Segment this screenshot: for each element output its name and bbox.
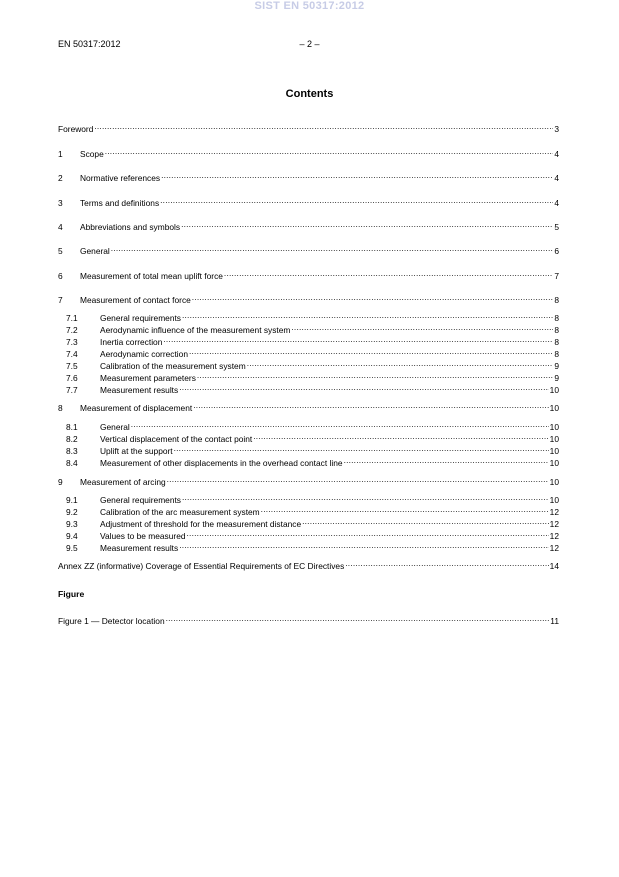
toc-entry-page: 10: [549, 434, 559, 444]
toc-entry[interactable]: [58, 195, 559, 209]
dot-leader: [302, 516, 549, 527]
figure-entry-page: 11: [550, 616, 559, 626]
toc-entry-title: Measurement of contact force: [80, 295, 191, 305]
dot-leader: [179, 382, 548, 393]
toc-entry-page: 3: [554, 124, 559, 134]
toc-entry-page: 7: [554, 271, 559, 281]
toc-entry-title: Adjustment of threshold for the measurement distance: [100, 519, 302, 529]
toc-entry-title: General: [80, 246, 110, 256]
dot-leader: [161, 170, 553, 181]
toc-entry-page: 4: [554, 173, 559, 183]
toc-entry-number: 7.5: [66, 361, 78, 371]
toc-entry-number: 3: [58, 198, 63, 208]
toc-entry-page: 8: [554, 349, 559, 359]
dot-leader: [166, 613, 550, 624]
toc-entry-number: 8.2: [66, 434, 78, 444]
toc-entry-title: Measurement of displacement: [80, 403, 193, 413]
toc-entry-title: Uplift at the support: [100, 446, 173, 456]
toc-entry-number: 7.4: [66, 349, 78, 359]
toc-entry[interactable]: [58, 474, 559, 488]
dot-leader: [247, 358, 554, 369]
toc-entry-number: 7.3: [66, 337, 78, 347]
toc-entry-title: Aerodynamic correction: [100, 349, 188, 359]
toc-entry-title: General requirements: [100, 495, 181, 505]
toc-entry-page: 5: [554, 222, 559, 232]
dot-leader: [261, 504, 549, 515]
toc-entry-number: 4: [58, 222, 63, 232]
toc-entry-page: 10: [549, 495, 559, 505]
toc-entry-number: 9.4: [66, 531, 78, 541]
toc-entry-page: 10: [549, 446, 559, 456]
toc-entry-page: 12: [549, 531, 559, 541]
toc-entry-page: 14: [549, 561, 559, 571]
page-title: Contents: [285, 88, 334, 100]
toc-entry[interactable]: [58, 146, 559, 160]
toc-entry-title: Calibration of the measurement system: [100, 361, 246, 371]
document-id: EN 50317:2012: [58, 39, 121, 49]
toc-entry[interactable]: [58, 292, 559, 306]
toc-entry-page: 8: [554, 337, 559, 347]
toc-entry-title: Foreword: [58, 124, 94, 134]
dot-leader: [192, 292, 554, 303]
toc-entry-title: Terms and definitions: [80, 198, 160, 208]
toc-entry-number: 7.1: [66, 313, 78, 323]
dot-leader: [344, 455, 549, 466]
toc-entry-title: Vertical displacement of the contact point: [100, 434, 253, 444]
dot-leader: [189, 346, 553, 357]
dot-leader: [111, 243, 554, 254]
toc-entry-page: 6: [554, 246, 559, 256]
toc-entry-number: 7.6: [66, 373, 78, 383]
toc-entry-title: Scope: [80, 149, 104, 159]
toc-entry-page: 4: [554, 149, 559, 159]
toc-entry-page: 10: [549, 422, 559, 432]
toc-entry-title: General: [100, 422, 130, 432]
dot-leader: [291, 322, 553, 333]
toc-entry-number: 6: [58, 271, 63, 281]
toc-entry-number: 9: [58, 477, 63, 487]
toc-entry-number: 9.5: [66, 543, 78, 553]
toc-entry-number: 8.1: [66, 422, 78, 432]
toc-entry[interactable]: [58, 540, 559, 554]
toc-entry[interactable]: [58, 170, 559, 184]
toc-entry-page: 12: [549, 507, 559, 517]
toc-entry-page: 10: [549, 477, 559, 487]
toc-entry-number: 7.7: [66, 385, 78, 395]
watermark: SIST EN 50317:2012: [254, 0, 365, 12]
toc-entry-number: 8: [58, 403, 63, 413]
toc-entry-title: Measurement parameters: [100, 373, 196, 383]
toc-entry-title: General requirements: [100, 313, 181, 323]
dot-leader: [182, 492, 549, 503]
dot-leader: [187, 528, 549, 539]
dot-leader: [167, 474, 549, 485]
dot-leader: [94, 121, 553, 132]
toc-entry-number: 7: [58, 295, 63, 305]
toc-entry[interactable]: [58, 268, 559, 282]
dot-leader: [131, 419, 549, 430]
toc-entry-title: Measurement of arcing: [80, 477, 166, 487]
page-number: – 2 –: [299, 39, 320, 49]
dot-leader: [224, 268, 553, 279]
toc-entry-title: Measurement of total mean uplift force: [80, 271, 223, 281]
figures-heading: Figure: [58, 589, 85, 599]
toc-entry[interactable]: [58, 400, 559, 414]
toc-entry-title: Calibration of the arc measurement system: [100, 507, 260, 517]
toc-entry-number: 5: [58, 246, 63, 256]
toc-entry-number: 2: [58, 173, 63, 183]
figure-entry[interactable]: [58, 613, 559, 627]
toc-entry-title: Abbreviations and symbols: [80, 222, 181, 232]
toc-entry-page: 4: [554, 198, 559, 208]
toc-entry-number: 9.3: [66, 519, 78, 529]
toc-entry-page: 9: [554, 373, 559, 383]
toc-entry-title: Measurement of other displacements in the overhead contact line: [100, 458, 343, 468]
toc-entry-title: Measurement results: [100, 543, 179, 553]
toc-entry-page: 12: [549, 543, 559, 553]
toc-entry[interactable]: [58, 219, 559, 233]
dot-leader: [174, 443, 549, 454]
toc-entry-page: 12: [549, 519, 559, 529]
dot-leader: [181, 219, 553, 230]
dot-leader: [182, 310, 553, 321]
toc-entry-title: Measurement results: [100, 385, 179, 395]
toc-entry-title: Annex ZZ (informative) Coverage of Essential Requirements of EC Directives: [58, 561, 345, 571]
toc-entry-page: 10: [549, 458, 559, 468]
toc-entry-page: 8: [554, 325, 559, 335]
toc-entry-title: Values to be measured: [100, 531, 186, 541]
dot-leader: [197, 370, 553, 381]
toc-entry-number: 1: [58, 149, 63, 159]
toc-entry-number: 8.3: [66, 446, 78, 456]
figure-entry-title: Figure 1 — Detector location: [58, 616, 165, 626]
dot-leader: [105, 146, 554, 157]
toc-entry-title: Normative references: [80, 173, 161, 183]
toc-entry-title: Inertia correction: [100, 337, 163, 347]
dot-leader: [253, 431, 548, 442]
toc-entry-page: 8: [554, 313, 559, 323]
dot-leader: [163, 334, 553, 345]
toc-entry-title: Aerodynamic influence of the measurement system: [100, 325, 291, 335]
toc-entry[interactable]: [58, 382, 559, 396]
dot-leader: [345, 558, 548, 569]
toc-entry-number: 9.1: [66, 495, 78, 505]
dot-leader: [160, 195, 553, 206]
toc-entry-number: 7.2: [66, 325, 78, 335]
toc-entry[interactable]: [58, 558, 559, 572]
toc-entry-page: 10: [549, 403, 559, 413]
toc-entry-page: 10: [549, 385, 559, 395]
dot-leader: [193, 400, 548, 411]
toc-entry-number: 9.2: [66, 507, 78, 517]
toc-entry-page: 8: [554, 295, 559, 305]
toc-entry[interactable]: [58, 121, 559, 135]
toc-entry[interactable]: [58, 455, 559, 469]
dot-leader: [179, 540, 548, 551]
toc-entry[interactable]: [58, 243, 559, 257]
toc-entry-page: 9: [554, 361, 559, 371]
toc-entry-number: 8.4: [66, 458, 78, 468]
